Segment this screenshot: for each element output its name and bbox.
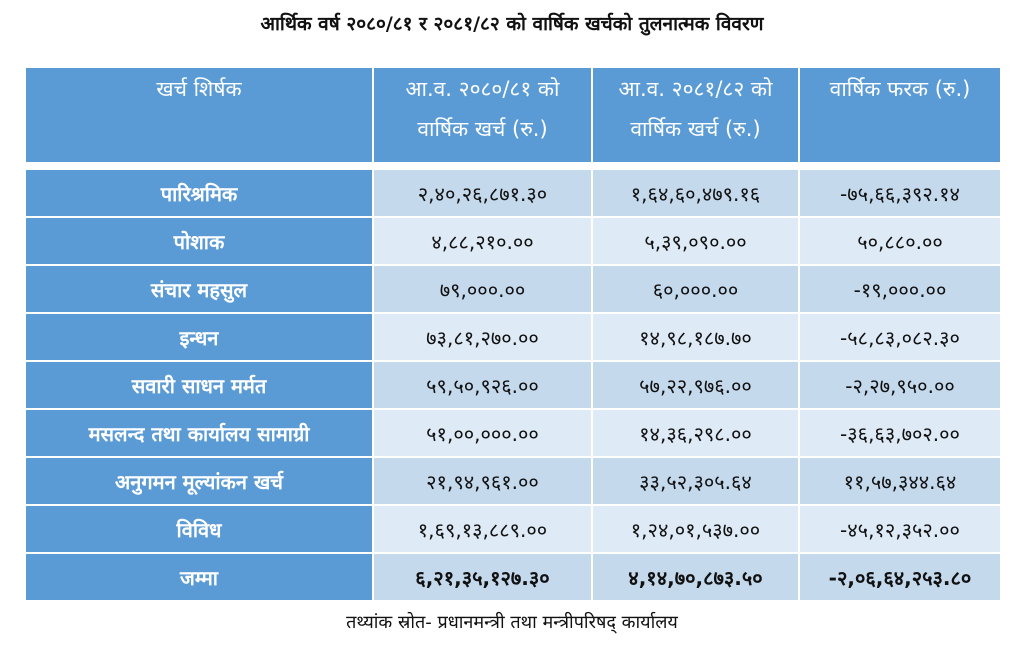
total-label: जम्मा bbox=[25, 553, 373, 601]
row-label: संचार महसुल bbox=[25, 265, 373, 313]
cell-difference: -२,२७,९५०.०० bbox=[799, 361, 1001, 409]
cell-fy-2080-81: ५९,५०,९२६.०० bbox=[373, 361, 592, 409]
row-label: सवारी साधन मर्मत bbox=[25, 361, 373, 409]
total-fy-2080-81: ६,२१,३५,१२७.३० bbox=[373, 553, 592, 601]
header-expense-title: खर्च शिर्षक bbox=[25, 67, 373, 163]
row-label: विविध bbox=[25, 505, 373, 553]
data-source-note: तथ्यांक स्रोत- प्रधानमन्त्री तथा मन्त्रीपरिषद् कार्यालय bbox=[346, 612, 678, 633]
cell-difference: -४५,१२,३५२.०० bbox=[799, 505, 1001, 553]
table-row bbox=[25, 265, 1001, 313]
row-label: पारिश्रमिक bbox=[25, 169, 373, 217]
row-label: मसलन्द तथा कार्यालय सामाग्री bbox=[25, 409, 373, 457]
total-row bbox=[25, 553, 1001, 601]
cell-fy-2081-82: ५,३९,०९०.०० bbox=[592, 217, 799, 265]
cell-fy-2081-82: ३३,५२,३०५.६४ bbox=[592, 457, 799, 505]
cell-fy-2080-81: ७९,०००.०० bbox=[373, 265, 592, 313]
table-row bbox=[25, 313, 1001, 361]
total-difference: -२,०६,६४,२५३.८० bbox=[799, 553, 1001, 601]
table-row bbox=[25, 457, 1001, 505]
total-fy-2081-82: ४,१४,७०,८७३.५० bbox=[592, 553, 799, 601]
table-row bbox=[25, 361, 1001, 409]
table-row bbox=[25, 169, 1001, 217]
table-header-row bbox=[25, 67, 1001, 163]
cell-fy-2080-81: ५१,००,०००.०० bbox=[373, 409, 592, 457]
cell-fy-2081-82: १४,९८,१८७.७० bbox=[592, 313, 799, 361]
cell-difference: -३६,६३,७०२.०० bbox=[799, 409, 1001, 457]
cell-fy-2081-82: १,६४,६०,४७९.१६ bbox=[592, 169, 799, 217]
cell-difference: -५८,८३,०८२.३० bbox=[799, 313, 1001, 361]
expense-comparison-table bbox=[24, 66, 1002, 602]
header-annual-difference: वार्षिक फरक (रु.) bbox=[799, 67, 1001, 163]
cell-difference: -७५,६६,३९२.१४ bbox=[799, 169, 1001, 217]
row-label: इन्धन bbox=[25, 313, 373, 361]
cell-difference: ११,५७,३४४.६४ bbox=[799, 457, 1001, 505]
document-title: आर्थिक वर्ष २०८०/८१ र २०८१/८२ को वार्षिक खर्चको तुलनात्मक विवरण bbox=[260, 13, 764, 35]
cell-difference: -१९,०००.०० bbox=[799, 265, 1001, 313]
table-row bbox=[25, 217, 1001, 265]
table-row bbox=[25, 505, 1001, 553]
row-label: पोशाक bbox=[25, 217, 373, 265]
cell-fy-2081-82: ५७,२२,९७६.०० bbox=[592, 361, 799, 409]
cell-fy-2081-82: १४,३६,२९८.०० bbox=[592, 409, 799, 457]
cell-fy-2080-81: २,४०,२६,८७१.३० bbox=[373, 169, 592, 217]
header-fy-2080-81: आ.व. २०८०/८१ को वार्षिक खर्च (रु.) bbox=[373, 67, 592, 163]
cell-fy-2080-81: १,६९,१३,८८९.०० bbox=[373, 505, 592, 553]
cell-fy-2080-81: ७३,८१,२७०.०० bbox=[373, 313, 592, 361]
cell-difference: ५०,८८०.०० bbox=[799, 217, 1001, 265]
header-fy-2081-82: आ.व. २०८१/८२ को वार्षिक खर्च (रु.) bbox=[592, 67, 799, 163]
row-label: अनुगमन मूल्यांकन खर्च bbox=[25, 457, 373, 505]
cell-fy-2081-82: १,२४,०१,५३७.०० bbox=[592, 505, 799, 553]
table-row bbox=[25, 409, 1001, 457]
cell-fy-2081-82: ६०,०००.०० bbox=[592, 265, 799, 313]
cell-fy-2080-81: ४,८८,२१०.०० bbox=[373, 217, 592, 265]
cell-fy-2080-81: २१,९४,९६१.०० bbox=[373, 457, 592, 505]
